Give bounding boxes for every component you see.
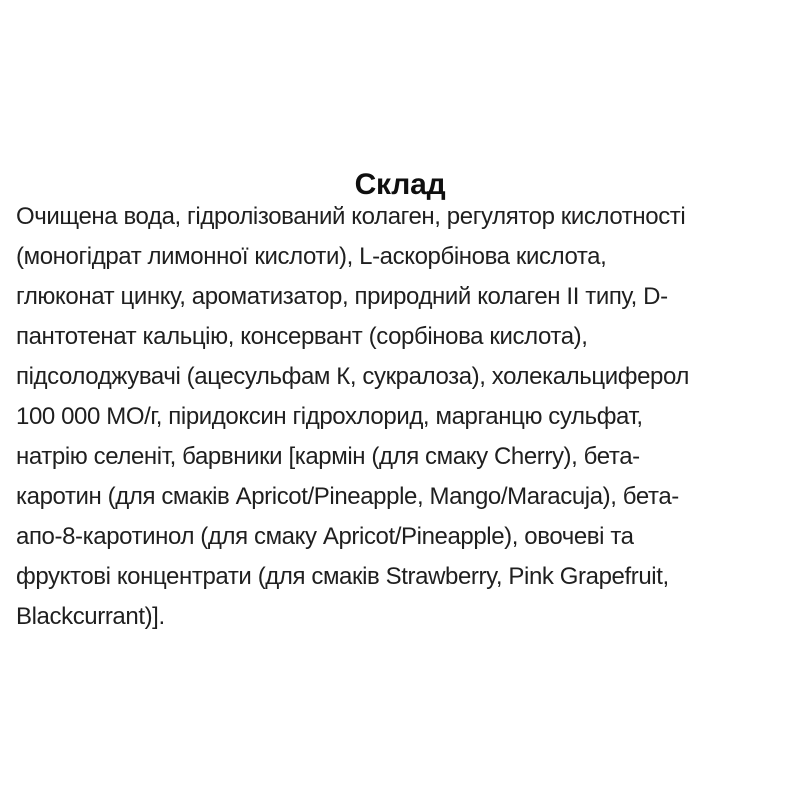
text-line: 100 000 МО/г, піридоксин гідрохлорид, марганцю сульфат, bbox=[16, 403, 643, 430]
text-line: фруктові концентрати (для смаків Strawberry, Pink Grapefruit, bbox=[16, 563, 669, 590]
text-line: Очищена вода, гідролізований колаген, регулятор кислотності bbox=[16, 203, 686, 230]
text-line: підсолоджувачі (ацесульфам К, сукралоза), холекальциферол bbox=[16, 363, 690, 390]
text-line: апо-8-каротинол (для смаку Apricot/Pineapple), овочеві та bbox=[16, 523, 634, 550]
ingredients-section-title: Склад bbox=[354, 168, 446, 201]
ingredients-text bbox=[16, 197, 786, 637]
text-line: глюконат цинку, ароматизатор, природний колаген II типу, D- bbox=[16, 283, 668, 310]
text-line: натрію селеніт, барвники [кармін (для смаку Cherry), бета- bbox=[16, 443, 640, 470]
text-line: (моногідрат лимонної кислоти), L-аскорбінова кислота, bbox=[16, 243, 607, 270]
text-line: пантотенат кальцію, консервант (сорбінова кислота), bbox=[16, 323, 588, 350]
text-line: каротин (для смаків Apricot/Pineapple, Mango/Maracuja), бета- bbox=[16, 483, 679, 510]
text-line: Blackcurrant)]. bbox=[16, 603, 165, 630]
